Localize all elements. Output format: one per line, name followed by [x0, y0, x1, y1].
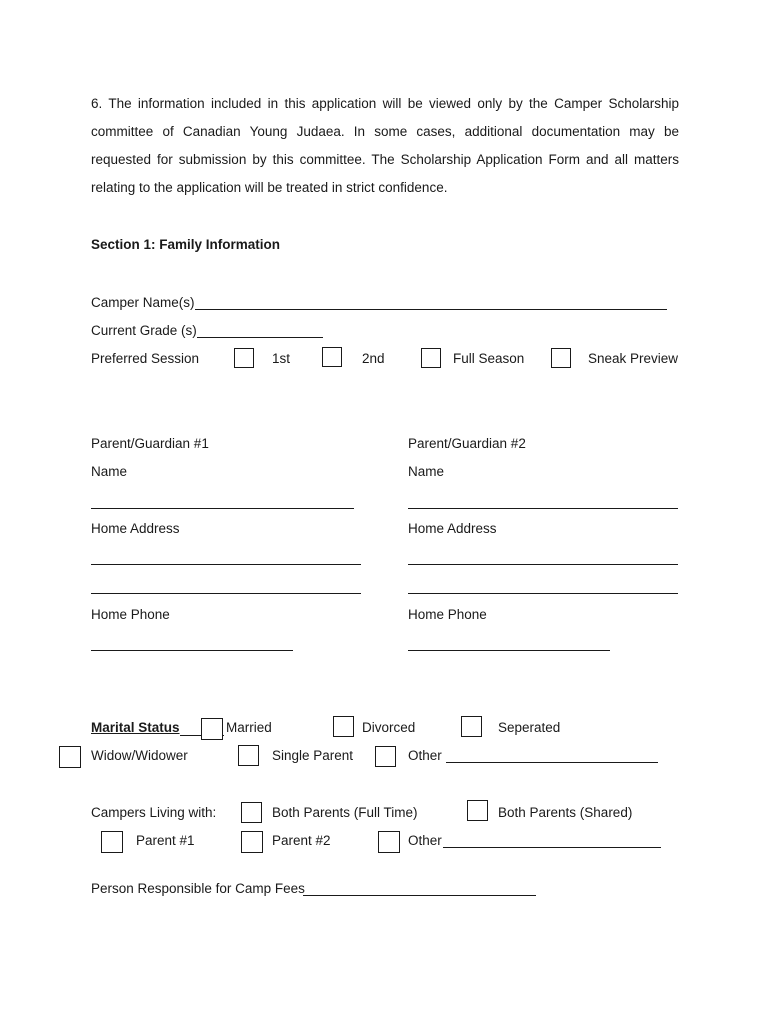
guardian-2-address-label: Home Address	[408, 521, 497, 536]
camper-name-label: Camper Name(s)	[91, 295, 195, 310]
parent-2-checkbox[interactable]	[241, 831, 263, 853]
camper-name-field[interactable]	[195, 309, 667, 310]
single-parent-checkbox[interactable]	[238, 745, 259, 766]
intro-line-4: relating to the application will be treated in strict confidence.	[91, 180, 448, 195]
guardian-1-address-label: Home Address	[91, 521, 180, 536]
guardian-2-address-line-2[interactable]	[408, 593, 678, 594]
guardian-2-phone-label: Home Phone	[408, 607, 487, 622]
session-full-season-checkbox[interactable]	[421, 348, 441, 368]
seperated-checkbox[interactable]	[461, 716, 482, 737]
intro-line-1: 6. The information included in this application will be viewed only by the Camper Scholarship	[91, 96, 679, 111]
guardian-2-heading: Parent/Guardian #2	[408, 436, 526, 451]
married-label: Married	[226, 720, 272, 735]
session-2nd-checkbox[interactable]	[322, 347, 342, 367]
guardian-1-name-label: Name	[91, 464, 128, 479]
divorced-label: Divorced	[362, 720, 416, 735]
both-parents-shared-label: Both Parents (Shared)	[498, 805, 633, 820]
current-grade-label: Current Grade (s)	[91, 323, 197, 338]
preferred-session-label: Preferred Session	[91, 351, 200, 366]
marital-other-label: Other	[408, 748, 442, 763]
guardian-1-address-line-1[interactable]	[91, 564, 361, 565]
guardian-1-phone-field[interactable]	[91, 650, 293, 651]
guardian-1-address-line-2[interactable]	[91, 593, 361, 594]
intro-line-3: requested for submission by this committee. The Scholarship Application Form and all matters	[91, 152, 679, 167]
marital-other-checkbox[interactable]	[375, 746, 396, 767]
widow-widower-label: Widow/Widower	[91, 748, 188, 763]
camp-fees-field[interactable]	[303, 895, 536, 896]
living-other-label: Other	[408, 833, 442, 848]
married-checkbox[interactable]	[201, 718, 223, 740]
parent-1-label: Parent #1	[136, 833, 195, 848]
single-parent-label: Single Parent	[272, 748, 354, 763]
marital-other-field[interactable]	[446, 762, 658, 763]
living-other-field[interactable]	[443, 847, 661, 848]
living-other-checkbox[interactable]	[378, 831, 400, 853]
guardian-2-address-line-1[interactable]	[408, 564, 678, 565]
section-heading: Section 1: Family Information	[91, 237, 281, 252]
guardian-2-name-label: Name	[408, 464, 445, 479]
living-with-label: Campers Living with:	[91, 805, 217, 820]
guardian-2-name-field[interactable]	[408, 508, 678, 509]
session-2nd-label: 2nd	[362, 351, 385, 366]
camp-fees-label: Person Responsible for Camp Fees	[91, 881, 305, 896]
current-grade-field[interactable]	[197, 337, 323, 338]
parent-2-label: Parent #2	[272, 833, 331, 848]
session-sneak-preview-checkbox[interactable]	[551, 348, 571, 368]
guardian-1-heading: Parent/Guardian #1	[91, 436, 209, 451]
divorced-checkbox[interactable]	[333, 716, 354, 737]
marital-status-label: Marital Status	[91, 720, 180, 735]
session-1st-checkbox[interactable]	[234, 348, 254, 368]
intro-line-2: committee of Canadian Young Judaea. In some cases, additional documentation may be	[91, 124, 679, 139]
both-parents-full-time-checkbox[interactable]	[241, 802, 262, 823]
session-sneak-preview-label: Sneak Preview	[588, 351, 679, 366]
session-full-season-label: Full Season	[453, 351, 525, 366]
seperated-label: Seperated	[498, 720, 561, 735]
guardian-1-phone-label: Home Phone	[91, 607, 170, 622]
guardian-1-name-field[interactable]	[91, 508, 354, 509]
guardian-2-phone-field[interactable]	[408, 650, 610, 651]
both-parents-shared-checkbox[interactable]	[467, 800, 488, 821]
parent-1-checkbox[interactable]	[101, 831, 123, 853]
session-1st-label: 1st	[272, 351, 291, 366]
both-parents-full-time-label: Both Parents (Full Time)	[272, 805, 418, 820]
widow-widower-checkbox[interactable]	[59, 746, 81, 768]
